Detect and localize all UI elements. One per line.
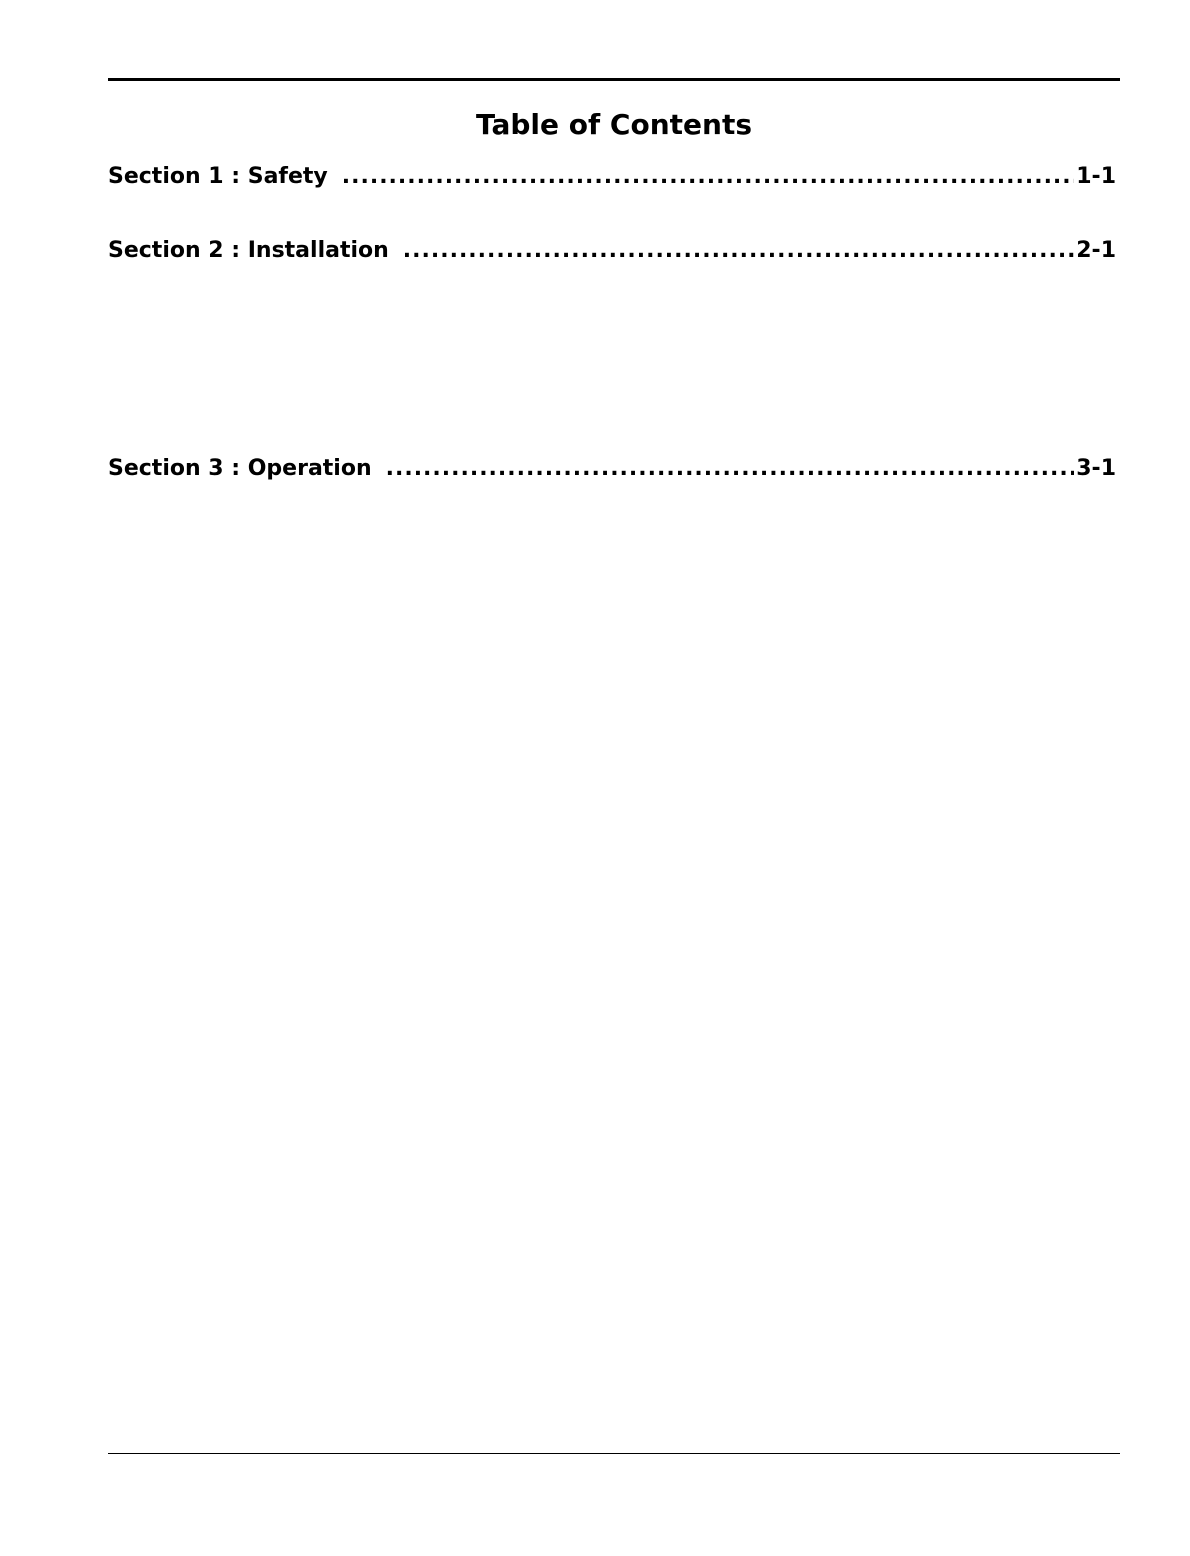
toc-entry-page-number: 3-1 [1076, 456, 1116, 481]
toc-entry-label: Section 2 : Installation [108, 238, 389, 263]
dot-leader [386, 454, 1075, 484]
dot-leader [342, 162, 1074, 192]
footer-rule [108, 1453, 1120, 1454]
toc-entry-installation[interactable] [108, 236, 1116, 266]
toc-entry-label: Section 3 : Operation [108, 456, 372, 481]
header-rule [108, 78, 1120, 81]
toc-entry-page-number: 2-1 [1076, 238, 1116, 263]
toc-entry-page-number: 1-1 [1076, 164, 1116, 189]
toc-entry-operation[interactable] [108, 454, 1116, 484]
page-title: Table of Contents [475, 108, 752, 141]
toc-entry-safety[interactable] [108, 162, 1116, 192]
toc-entry-label: Section 1 : Safety [108, 164, 328, 189]
dot-leader [403, 236, 1074, 266]
